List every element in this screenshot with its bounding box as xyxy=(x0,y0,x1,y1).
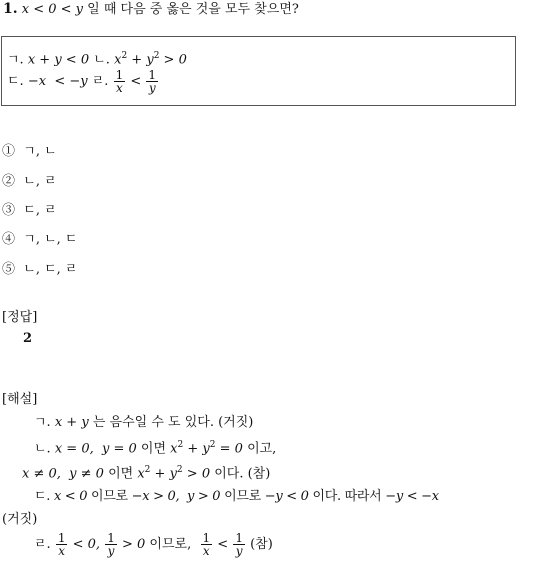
choice-4 xyxy=(2,233,78,246)
exp-5-text-2: > 0 xyxy=(121,537,146,552)
choice-3 xyxy=(2,204,57,217)
question-line xyxy=(3,2,299,16)
exp-2-x: x xyxy=(170,441,178,457)
exp-2-eq: = 0 xyxy=(215,441,243,457)
exp-4-expr-3: −y < 0 xyxy=(264,489,309,504)
exp-4-expr-4: −y < −x xyxy=(385,489,439,504)
item-d-expr: −x < −y xyxy=(27,74,88,89)
exp-5-den-4: y xyxy=(233,544,245,557)
exp-3-x: x xyxy=(137,466,145,482)
question-condition: x < 0 < y xyxy=(21,2,84,17)
exp-3-gt: > 0 xyxy=(182,466,211,482)
item-r-den-1: x xyxy=(114,81,126,94)
exp-5-num-2: 1 xyxy=(107,531,115,545)
exp-4-expr-1: x < 0 xyxy=(53,489,88,504)
exp-4-label: ㄷ. xyxy=(34,489,51,504)
exp-2-mid: 이면 xyxy=(136,441,171,457)
choice-1 xyxy=(2,145,57,158)
exp-1-label: ㄱ. xyxy=(34,415,51,430)
explanation-line-4b: (거짓) xyxy=(2,512,38,527)
item-r-frac-2 xyxy=(146,69,158,94)
explanation-line-3 xyxy=(22,466,270,480)
exp-5-frac-3 xyxy=(201,532,213,557)
exp-2-label: ㄴ. xyxy=(34,441,51,457)
item-r-num-1: 1 xyxy=(115,68,124,82)
exp-5-text-1: < 0, xyxy=(72,537,101,552)
exp-2-sup-2: 2 xyxy=(209,440,216,450)
exp-1-expr: x + y xyxy=(54,415,89,430)
exp-2-plus: + y xyxy=(183,441,210,457)
exp-2-expr: x = 0, y = 0 xyxy=(54,441,137,457)
item-g-expr: x + y < 0 xyxy=(27,52,90,68)
explanation-line-5 xyxy=(34,532,273,557)
exp-1-text: 는 음수일 수 도 있다. (거짓) xyxy=(92,415,254,430)
item-n-expr-b: > 0 xyxy=(159,52,187,68)
choice-2-text: ㄴ, ㄹ xyxy=(23,174,57,189)
exp-5-frac-4 xyxy=(233,532,245,557)
item-r-label: ㄹ. xyxy=(91,74,109,89)
item-n-sup-b: 2 xyxy=(153,51,160,61)
exp-5-end: (참) xyxy=(250,537,273,552)
explanation-line-2 xyxy=(34,441,276,455)
choice-5 xyxy=(2,263,78,276)
exp-3-mid: 이면 xyxy=(103,466,138,482)
exp-4-expr-2: −x > 0, y > 0 xyxy=(131,489,221,504)
exp-4-text-2: 이므로 xyxy=(220,489,265,504)
choice-4-marker: ④ xyxy=(2,232,16,247)
choice-2 xyxy=(2,175,57,188)
exp-5-text-3: 이므로, xyxy=(145,537,196,552)
exp-3-expr: x ≠ 0, y ≠ 0 xyxy=(22,466,104,482)
exp-5-frac-1 xyxy=(56,532,68,557)
answer-heading: [정답] xyxy=(2,310,38,325)
exp-3-sup-2: 2 xyxy=(176,465,183,475)
exp-5-den-1: x xyxy=(56,544,68,557)
exp-5-num-3: 1 xyxy=(202,531,211,545)
exp-2-sup-1: 2 xyxy=(177,440,184,450)
choice-5-marker: ⑤ xyxy=(2,262,16,277)
choice-1-marker: ① xyxy=(2,144,16,159)
exp-5-label: ㄹ. xyxy=(34,537,51,552)
statement-row-1 xyxy=(7,52,187,66)
exp-4-text-1: 이므로 xyxy=(87,489,132,504)
exp-5-num-4: 1 xyxy=(235,531,243,545)
explanation-line-4 xyxy=(34,490,439,503)
exp-3-sup-1: 2 xyxy=(144,465,151,475)
choice-5-text: ㄴ, ㄷ, ㄹ xyxy=(23,262,78,277)
item-r-num-2: 1 xyxy=(148,68,157,82)
item-g-label: ㄱ. xyxy=(7,52,24,68)
item-d-label: ㄷ. xyxy=(7,74,24,89)
item-n-label: ㄴ. xyxy=(93,52,110,68)
item-n-sup-a: 2 xyxy=(121,51,128,61)
question-prompt: 일 때 다음 중 옳은 것을 모두 찾으면? xyxy=(87,2,299,17)
exp-5-num-1: 1 xyxy=(57,531,66,545)
item-r-den-2: y xyxy=(146,81,158,94)
exp-5-text-4: < xyxy=(217,537,229,552)
statement-row-2 xyxy=(7,69,159,94)
item-r-frac-1 xyxy=(114,69,126,94)
item-n-expr-a: x xyxy=(114,52,122,68)
answer-value: 2 xyxy=(23,331,33,346)
question-number: 1. xyxy=(3,1,18,17)
exp-4-text-3: 이다. 따라서 xyxy=(308,489,386,504)
choice-2-marker: ② xyxy=(2,174,16,189)
exp-3-plus: + y xyxy=(150,466,177,482)
explanation-heading: [해설] xyxy=(2,392,38,407)
exp-3-end: 이다. (참) xyxy=(210,466,271,482)
exp-5-frac-2 xyxy=(105,532,117,557)
item-r-lt: < xyxy=(130,74,142,89)
choice-1-text: ㄱ, ㄴ xyxy=(23,144,57,159)
item-n-plus: + y xyxy=(127,52,154,68)
choice-3-text: ㄷ, ㄹ xyxy=(23,203,57,218)
choice-3-marker: ③ xyxy=(2,203,16,218)
exp-2-end: 이고, xyxy=(242,441,277,457)
choice-4-text: ㄱ, ㄴ, ㄷ xyxy=(23,232,78,247)
exp-5-den-3: x xyxy=(201,544,213,557)
explanation-line-1 xyxy=(34,416,253,429)
exp-5-den-2: y xyxy=(105,544,117,557)
